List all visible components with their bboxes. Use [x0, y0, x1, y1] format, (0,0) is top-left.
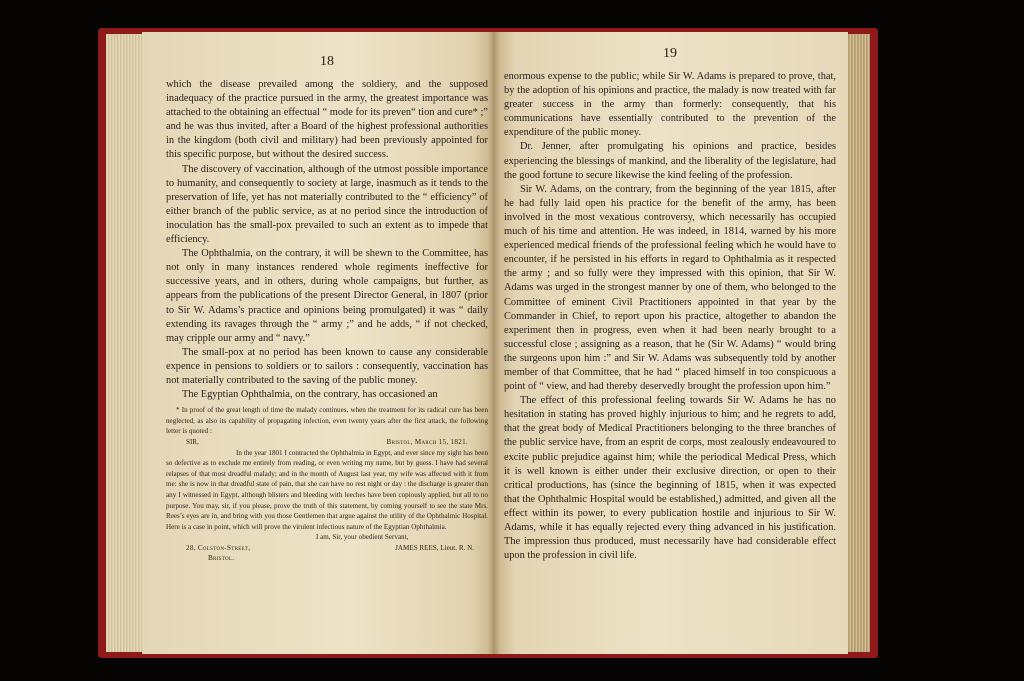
right-page — [494, 32, 848, 654]
letter-city: Bristol. — [208, 554, 235, 563]
paragraph: enormous expense to the public; while Sir W. Adams is prepared to prove, that, by the adoption of his opinions and practice, the malady is now treated with far greater success in the army than formerly: consequently, that his communications have essentially contributed to the prevention of the expenditure of the public money. — [504, 71, 836, 139]
page-number: 18 — [320, 54, 334, 69]
footnote-intro: * In proof of the great length of time the malady continues, when the treatment for its radical cure has been neglected, as also its capability of propagating infection, even twenty years after the first attack, the following letter is quoted : — [166, 406, 488, 436]
body-text — [504, 70, 836, 563]
paragraph: The discovery of vaccination, although of the utmost possible importance to humanity, and consequently to society at large, inasmuch as it tends to the preservation of life, yet has not materially contributed to the “ efficiency” of either branch of the public service, as at no period since the introduction of inoculation has the small-pox prevailed to such an extent as to impede that efficiency. — [166, 163, 488, 246]
page-number: 19 — [663, 46, 677, 61]
letter-body: In the year 1801 I contracted the Ophthalmia in Egypt, and ever since my sight has been so defective as to exclude me entirely from reading, or even writing my name, but by guess. I have had several relapses of that most dreadful malady; and in the month of August last year, my wife was affected with it from me: she is now in that dreadful state of pain, that she can have no rest night or day : the discharge is greater than any I witnessed in Egypt, although blisters and bleeding with leeches have been copiously applied, but all to no purpose. You may, sir, if you please, prove the truth of this statement, by coming yourself to see the state Mrs. Rees’s eyes are in, and bring with you those Gentlemen that argue against the utility of the Ophthalmic Hospital. Here is a case in point, which will prove the virulent infectious nature of the Egyptian Ophthalmia. — [166, 448, 488, 531]
letter-address: 28, Colston-Street, — [186, 543, 251, 552]
letter-signature: JAMES REES, Lieut. R. N. — [395, 543, 474, 552]
paragraph: The effect of this professional feeling towards Sir W. Adams he has no hesitation in stating has proved highly injurious to him; and he regrets to add, that the great body of Medical Practitioners belonging to the three branches of the public service have, from an esprit de corps, most zealously endeavoured to excite public prejudice against him; while the periodical Medical Press, which it is well known is either under their exclusive direction, or open to their critical productions, has (since the beginning of 1815, when it was expected that the Ophthalmic Hospital would be established,) admitted, and given all the effect within its power, to every publication hostile and injurious to Sir W. Adams, while it has equally rejected every thing advanced in his justification. The impression thus produced, must necessarily have had considerable effect upon the profession in civil life. — [504, 395, 836, 562]
letter-header — [166, 437, 488, 448]
letter-place-date: Bristol, March 15, 1821. — [386, 437, 468, 446]
letter-closing: I am, Sir, your obedient Servant, — [316, 533, 409, 542]
body-text — [166, 78, 488, 402]
page-edges-left — [106, 34, 142, 652]
left-page — [142, 32, 494, 654]
paragraph: The small-pox at no period has been known to cause any considerable expence in pensions to soldiers or to sailors : consequently, vaccination has not materially contributed to the saving of the public money. — [166, 346, 488, 386]
paragraph: which the disease prevailed among the soldiery, and the supposed inadequacy of the practice pursued in the army, the greatest importance was attached to the obtaining an effectual “ mode for its preven“ tion and cure* ;” and he was thus invited, after a Board of the highest professional authorities in the kingdom (both civil and military) had been previously appointed for this specific purpose, but without the desired success. — [166, 79, 488, 161]
letter-salutation: SIR, — [186, 437, 199, 446]
page-edges-right — [846, 34, 870, 652]
paragraph: Sir W. Adams, on the contrary, from the beginning of the year 1815, after he had fully laid open his practice for the benefit of the army, has been involved in the most vexatious controversy, which necessarily has occupied much of his time and attention. He was indeed, in 1814, warned by his more experienced medical friends of the professional feeling which he would have to encounter, if he persisted in his efforts in regard to Ophthalmia as it respected the army ; and so fully were they impressed with this opinion, that Sir W. Adams was urged in the strongest manner by one of them, who belonged to the Committee of eminent Civil Practitioners appointed in that year by the Commander in Chief, to report upon his practice, altogether to abandon the experiment then in progress, even when it had been nearly brought to a successful close ; assigning as a reason, that he (Sir W. Adams) “ would bring the surgeons upon him :” and Sir W. Adams was subsequently told by another member of that Committee, that he had “ placed himself in too conspicuous a point of “ view, and had thereby deservedly brought the profession upon him.” — [504, 183, 836, 393]
book-gutter — [488, 32, 500, 654]
footnote — [166, 405, 488, 564]
paragraph: The Ophthalmia, on the contrary, it will be shewn to the Committee, has not only in many instances rendered whole regiments ineffective for successive years, and in others, during whole campaigns, but further, as appears from the publications of the present Director General, in 1807 (prior to Sir W. Adams’s practice and opinions being promulgated) it was “ daily extending its ravages through the “ army ;” and he adds, “ if not checked, may cripple our army and “ navy.” — [166, 248, 488, 344]
paragraph: The Egyptian Ophthalmia, on the contrary, has occasioned an — [182, 389, 438, 401]
letter-signature-row — [166, 543, 488, 554]
paragraph: Dr. Jenner, after promulgating his opinions and practice, besides experiencing the blessings of mankind, and the liberality of the legislature, had the good fortune to secure likewise the kind feeling of the profession. — [504, 141, 836, 181]
